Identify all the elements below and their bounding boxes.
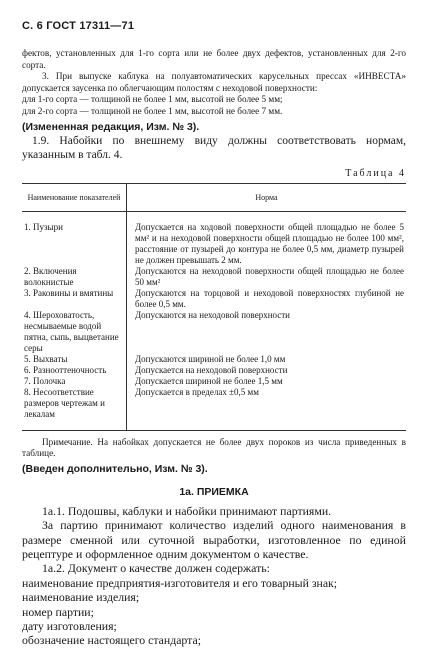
amendment-note: (Введен дополнительно, Изм. № 3). [22,462,208,475]
text-paragraph: наименование изделия; [22,590,140,605]
text-paragraph: наименование предприятия-изготовителя и его товарный знак; [22,575,338,590]
table-cell: Допускается шириной не более 1,5 мм [135,375,283,386]
document-page [22,20,406,648]
table-cell: Допускаются на неходовой поверхности [135,309,290,320]
table-note: Примечание. На набойках допускается не более двух пороков из числа приведенных в таблице. [22,436,406,459]
text-paragraph: фектов, установленных для 1-го сорта или не более двух дефектов, установленных для 2-го сорта. [22,48,406,70]
text-paragraph: обозначение настоящего стандарта; [22,633,201,648]
text-paragraph: для 2-го сорта — толщиной не более 1 мм, высотой не более 7 мм. [22,105,283,116]
table-cell: 8. Несоответствие размеров чертежам и лекалам [22,387,127,431]
column-header: Норма [127,183,407,211]
section-title: 1а. ПРИЕМКА [179,485,249,498]
table-row [22,387,406,431]
table-cell: 6. Разнооттеночность [22,365,127,376]
table-row [22,354,406,365]
table-cell: Допускается на ходовой поверхности общей площадью не более 5 мм² и на неходовой поверхности общей площадью не более 100 мм², расстояние от пузырей до контура не более 0,5 мм, диаметр пузырей не должен превышать 2 мм. [135,221,404,265]
text-paragraph: 3. При выпуске каблука на полуавтоматических карусельных прессах «ИНВЕСТА» допускается заусенка по облегчающим полостям с неходовой поверхности: [22,71,406,93]
defects-table [22,183,406,431]
table-row [22,365,406,376]
table-cell: 7. Полочка [22,376,127,387]
table-row [22,310,406,354]
text-paragraph: 1а.2. Документ о качестве должен содержать: [42,561,270,576]
table-cell: 2. Включения волокнистые [22,266,127,288]
table-row [22,376,406,387]
table-cell: Допускаются шириной не более 1,0 мм [135,353,286,364]
table-cell: 3. Раковины и вмятины [22,288,127,310]
text-paragraph: За партию принимают количество изделий одного наименования в размере сменной или суточной выработки, изготовленное по единой рецептуре и оформленное одним документом о качестве. [22,518,406,561]
table-cell: 5. Выхваты [22,354,127,365]
table-caption: Таблица 4 [345,167,406,179]
table-cell: 1. Пузыри [22,211,127,266]
table-row [22,288,406,310]
clause-1-9: 1.9. Набойки по внешнему виду должны соответствовать нормам, указанным в табл. 4. [22,134,406,161]
table-row [22,266,406,288]
text-paragraph: номер партии; [22,604,94,619]
column-header: Наименование показателей [22,183,127,211]
page-header: С. 6 ГОСТ 17311—71 [22,20,135,32]
table-cell: Допускаются на торцовой и неходовой поверхностях глубиной не более 0,5 мм. [135,287,404,309]
table-header-row [22,183,406,211]
table-cell: Допускаются на неходовой поверхности общей площадью не более 50 мм² [135,265,404,287]
text-paragraph: для 1-го сорта — толщиной не более 1 мм, высотой не более 5 мм; [22,94,283,105]
table-cell: Допускается на неходовой поверхности [135,364,288,375]
table-row [22,211,406,266]
text-paragraph: дату изготовления; [22,619,117,633]
amendment-note: (Измененная редакция, Изм. № 3). [22,120,200,133]
text-paragraph: 1а.1. Подошвы, каблуки и набойки принимают партиями. [42,503,332,518]
table-cell: Допускается в пределах ±0,5 мм [127,387,407,431]
table-cell: 4. Шероховатость, несмываемые водой пятна, сыпь, выцветание серы [22,310,127,354]
